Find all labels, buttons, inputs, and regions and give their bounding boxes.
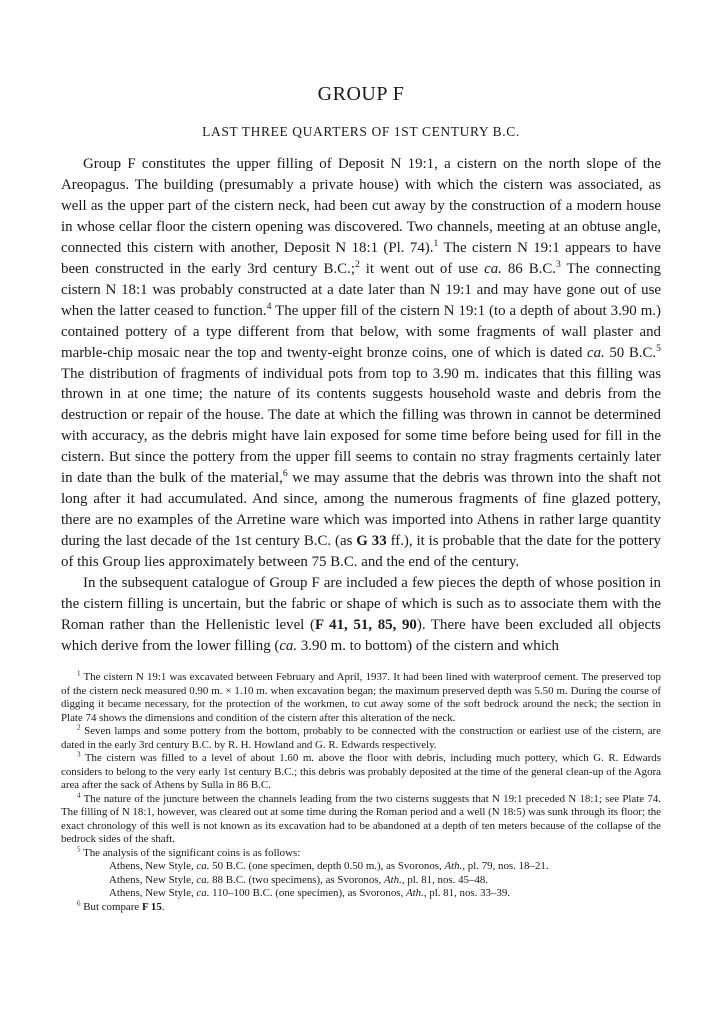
coin-text: 110–100 B.C. (one specimen), as Svoronos, xyxy=(209,887,406,899)
text-run: ). There have been excluded all objects which derive from the lower filling ( xyxy=(61,616,661,654)
coin-text: Athens, New Style, xyxy=(109,887,197,899)
text-run: The cistern N 19:1 appears to have been constructed in the early 3rd century B.C.; xyxy=(61,239,661,277)
text-run: 50 B.C. xyxy=(604,344,657,361)
catalogue-ref: F 41, 51, 85, 90 xyxy=(314,616,417,633)
page-subtitle: LAST THREE QUARTERS OF 1ST CENTURY B.C. xyxy=(202,124,520,139)
footnote-text: The nature of the juncture between the channels leading from the two cisterns suggests that N 19:1 preceded N 18:1; see Plate 74. The filling of N 18:1, however, was cleared out at some time during the Roman period and a well (N 18:5) was sunk through its floor; the exact chronology of this well is not known as its excavation had to be abandoned at a depth of ten meters because of the collapse of the bedrock sides of the shaft. xyxy=(61,792,661,845)
footnote-number: 3 xyxy=(77,750,81,759)
italic-text: ca. xyxy=(587,344,605,361)
footnote-ref: 2 xyxy=(354,258,360,270)
footnote-ref: 6 xyxy=(282,468,288,480)
footnote-text: The cistern N 19:1 was excavated between February and April, 1937. It had been lined with waterproof cement. The preserved top of the cistern neck measured 0.90 m. × 1.10 m. when excavation began; the maximum preserved depth was 5.50 m. During the course of digging it became necessary, for the protection of the workmen, to cut away some of the soft bedrock around the neck; the section in Plate 74 shows the dimensions and condition of the cistern after this alteration of the neck. xyxy=(61,671,661,724)
text-run: In the subsequent catalogue of Group F are included a few pieces the depth of whose position in the cistern filling is uncertain, but the fabric or shape of which is such as to associate them with the Roman rather than the Hellenistic level ( xyxy=(61,575,661,633)
text-run: 86 B.C. xyxy=(501,260,556,277)
footnote-number: 6 xyxy=(77,898,81,907)
text-run: 3.90 m. to bottom) of the cistern and which xyxy=(297,637,559,654)
text-run: ff.), it is probable that the date for the pottery of this Group lies approximately between 75 B.C. and the end of the century. xyxy=(61,533,661,571)
footnote-text: Seven lamps and some pottery from the bottom, probably to be connected with the construction or earliest use of the cistern, are dated in the early 3rd century B.C. by R. H. Howland and G. R. Edwards respectively. xyxy=(61,725,661,751)
text-run: it went out of use xyxy=(359,260,485,277)
footnote-ref: 5 xyxy=(656,342,661,354)
coin-text: Athens, New Style, xyxy=(109,873,197,886)
text-run: we may assume that the debris was thrown into the shaft not long after it had accumulated. And since, among the numerous fragments of fine glazed pottery, there are no examples of the Arretine ware which was imported into Athens in rather large quantity during the last decade of the 1st century B.C. (as xyxy=(61,470,662,550)
coin-text: , pl. 81, nos. 33–39. xyxy=(423,887,511,899)
footnote-number: 1 xyxy=(77,669,81,678)
text-run: The connecting cistern N 18:1 was probably constructed at a date later than N 19:1 and may have gone out of use when the latter ceased to function. xyxy=(61,260,661,319)
coin-entry xyxy=(61,874,661,888)
footnote-ref: 3 xyxy=(556,258,561,270)
italic-text: Ath. xyxy=(383,873,402,886)
italic-text: Ath. xyxy=(444,860,463,872)
footnote-2 xyxy=(61,725,661,752)
italic-text: Ath. xyxy=(405,887,424,899)
italic-text: ca. xyxy=(196,887,210,899)
paragraph-2 xyxy=(61,573,661,657)
text-run: Group F constitutes the upper filling of Deposit N 19:1, a cistern on the north slope of the Areopagus. The building (presumably a private house) with which the cistern was associated, as well as the upper part of the cistern neck, had been cut away by the construction of a modern house in whose cellar floor the cistern opening was discovered. Two channels, meeting at an obtuse angle, connected this cistern with another, Deposit N 18:1 (Pl. 74). xyxy=(61,156,661,256)
footnote-text: The cistern was filled to a level of about 1.60 m. above the floor with debris, including much pottery, which G. R. Edwards considers to belong to the very early 1st century B.C.; this debris was probably deposited at the time of the general clean-up of the Agora area after the sack of Athens by Sulla in 86 B.C. xyxy=(61,752,661,791)
text-run: The distribution of fragments of individual pots from top to 3.90 m. indicates that this filling was thrown in at one time; the nature of its contents suggests household waste and debris from the destruction or repair of the house. The date at which the filling was thrown in cannot be determined with accuracy, as the debris might have lain exposed for some time before being used for fill in the cistern. But since the pottery from the upper fill seems to contain no stray fragments certainly later in date than the bulk of the material, xyxy=(61,365,661,487)
footnote-text: The analysis of the significant coins is as follows: xyxy=(80,846,301,859)
footnote-text: But compare xyxy=(80,900,142,913)
coin-text: , pl. 79, nos. 18–21. xyxy=(462,860,549,872)
coin-entry xyxy=(61,887,661,901)
footnote-number: 2 xyxy=(77,723,81,732)
coin-text: 50 B.C. (one specimen, depth 0.50 m.), as Svoronos, xyxy=(209,860,445,872)
paragraph-1 xyxy=(61,154,661,573)
footnote-text: . xyxy=(161,900,165,913)
footnote-number: 4 xyxy=(77,790,81,799)
footnote-ref: 4 xyxy=(266,300,272,312)
italic-text: ca. xyxy=(484,260,502,277)
footnotes xyxy=(61,671,661,914)
italic-text: ca. xyxy=(279,637,298,654)
footnote-5 xyxy=(61,844,661,861)
catalogue-ref: G 33 xyxy=(356,533,387,550)
footnote-3 xyxy=(61,752,661,793)
page-title: GROUP F xyxy=(317,83,405,105)
footnote-4 xyxy=(61,790,661,847)
italic-text: ca. xyxy=(196,873,210,886)
footnote-6 xyxy=(61,898,661,915)
coin-text: Athens, New Style, xyxy=(109,860,197,872)
coin-entry xyxy=(61,860,661,874)
italic-text: ca. xyxy=(196,860,210,872)
footnote-1 xyxy=(61,671,661,725)
footnote-ref: 1 xyxy=(433,237,439,249)
footnote-number: 5 xyxy=(77,844,81,853)
coin-text: 88 B.C. (two specimens), as Svoronos, xyxy=(209,873,384,886)
coin-text: , pl. 81, nos. 45–48. xyxy=(401,873,489,886)
main-text xyxy=(61,154,661,657)
catalogue-ref: F 15 xyxy=(141,900,162,913)
text-run: The upper fill of the cistern N 19:1 (to a depth of about 3.90 m.) contained pottery of a type different from that below, with some fragments of wall plaster and marble-chip mosaic near the top and twenty-eight bronze coins, one of which is dated xyxy=(61,302,661,361)
